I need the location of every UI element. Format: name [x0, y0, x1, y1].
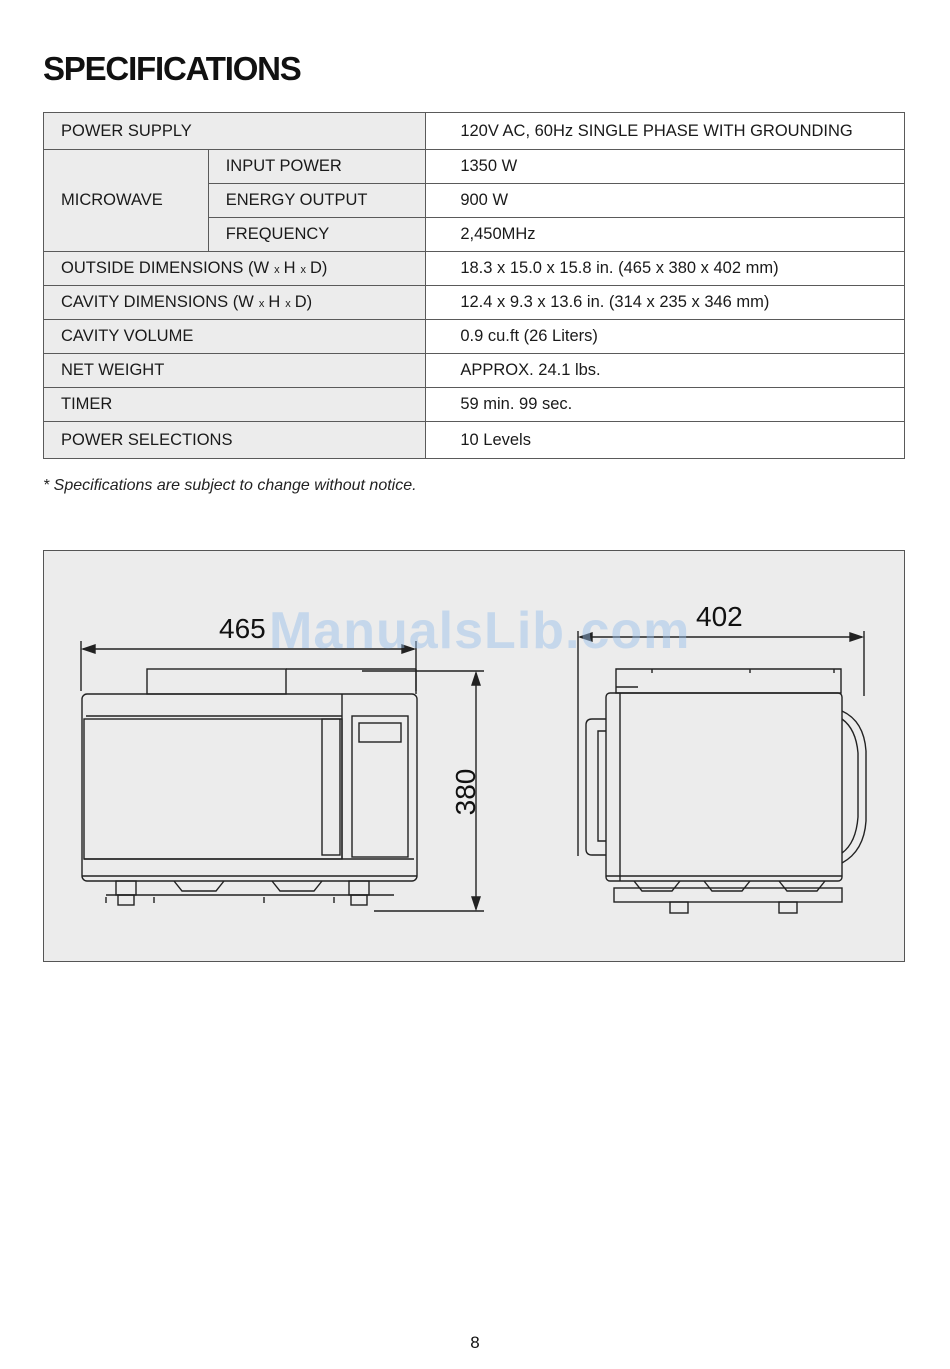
display-window [359, 723, 401, 742]
outside-dimensions-value: 18.3 x 15.0 x 15.8 in. (465 x 380 x 402 mm) [426, 252, 905, 286]
front-door [84, 719, 342, 859]
cavity-dimensions-label-b: H [268, 293, 281, 311]
specifications-table [43, 112, 905, 459]
table-row [44, 252, 905, 286]
power-supply-value: 120V AC, 60Hz SINGLE PHASE WITH GROUNDING [426, 113, 905, 150]
cavity-dimensions-label-c: D) [294, 293, 313, 311]
input-power-value: 1350 W [426, 150, 905, 184]
energy-output-label: ENERGY OUTPUT [208, 184, 426, 218]
energy-output-value: 900 W [426, 184, 905, 218]
power-supply-label: POWER SUPPLY [44, 113, 426, 150]
net-weight-value: APPROX. 24.1 lbs. [426, 354, 905, 388]
cavity-dimensions-label [44, 286, 426, 320]
side-foot-left [670, 902, 688, 913]
depth-dimension-line [578, 631, 864, 856]
microwave-label: MICROWAVE [44, 150, 209, 252]
width-dimension-label: 465 [219, 613, 266, 644]
frequency-value: 2,450MHz [426, 218, 905, 252]
cavity-dimensions-label-a: CAVITY DIMENSIONS (W [61, 293, 254, 311]
outside-dimensions-label-a: OUTSIDE DIMENSIONS (W [61, 259, 270, 277]
height-dimension-label: 380 [450, 768, 481, 816]
frequency-label: FREQUENCY [208, 218, 426, 252]
times-symbol: x [258, 298, 265, 310]
front-foot-left [118, 895, 134, 905]
table-row [44, 150, 905, 184]
outside-dimensions-label [44, 252, 426, 286]
power-selections-value: 10 Levels [426, 422, 905, 459]
input-power-label: INPUT POWER [208, 150, 426, 184]
door-handle [322, 719, 340, 855]
specifications-note: * Specifications are subject to change without notice. [43, 477, 417, 494]
side-handle [586, 719, 606, 855]
cavity-volume-label: CAVITY VOLUME [44, 320, 426, 354]
table-row [44, 113, 905, 150]
page-number: 8 [470, 1333, 480, 1352]
net-weight-label: NET WEIGHT [44, 354, 426, 388]
cavity-volume-value: 0.9 cu.ft (26 Liters) [426, 320, 905, 354]
dimensions-diagram [43, 550, 905, 962]
outside-dimensions-label-c: D) [310, 259, 328, 277]
outside-dimensions-label-b: H [283, 259, 296, 277]
times-symbol: x [300, 264, 307, 276]
side-foot-right [779, 902, 797, 913]
watermark: ManualsLib.com [269, 602, 691, 660]
side-top [616, 669, 841, 693]
table-row [44, 286, 905, 320]
table-row [44, 320, 905, 354]
front-body [82, 694, 417, 881]
timer-value: 59 min. 99 sec. [426, 388, 905, 422]
timer-label: TIMER [44, 388, 426, 422]
top-vent [147, 669, 286, 694]
power-selections-label: POWER SELECTIONS [44, 422, 426, 459]
side-base [614, 888, 842, 902]
times-symbol: x [274, 264, 280, 276]
table-row [44, 422, 905, 459]
depth-dimension-label: 402 [696, 601, 743, 632]
cavity-dimensions-value: 12.4 x 9.3 x 13.6 in. (314 x 235 x 346 mm) [426, 286, 905, 320]
side-body [606, 693, 842, 881]
page-title: SPECIFICATIONS [43, 50, 301, 87]
times-symbol: x [285, 298, 291, 310]
table-row [44, 388, 905, 422]
front-foot-right [351, 895, 367, 905]
table-row [44, 354, 905, 388]
control-panel [352, 716, 408, 857]
